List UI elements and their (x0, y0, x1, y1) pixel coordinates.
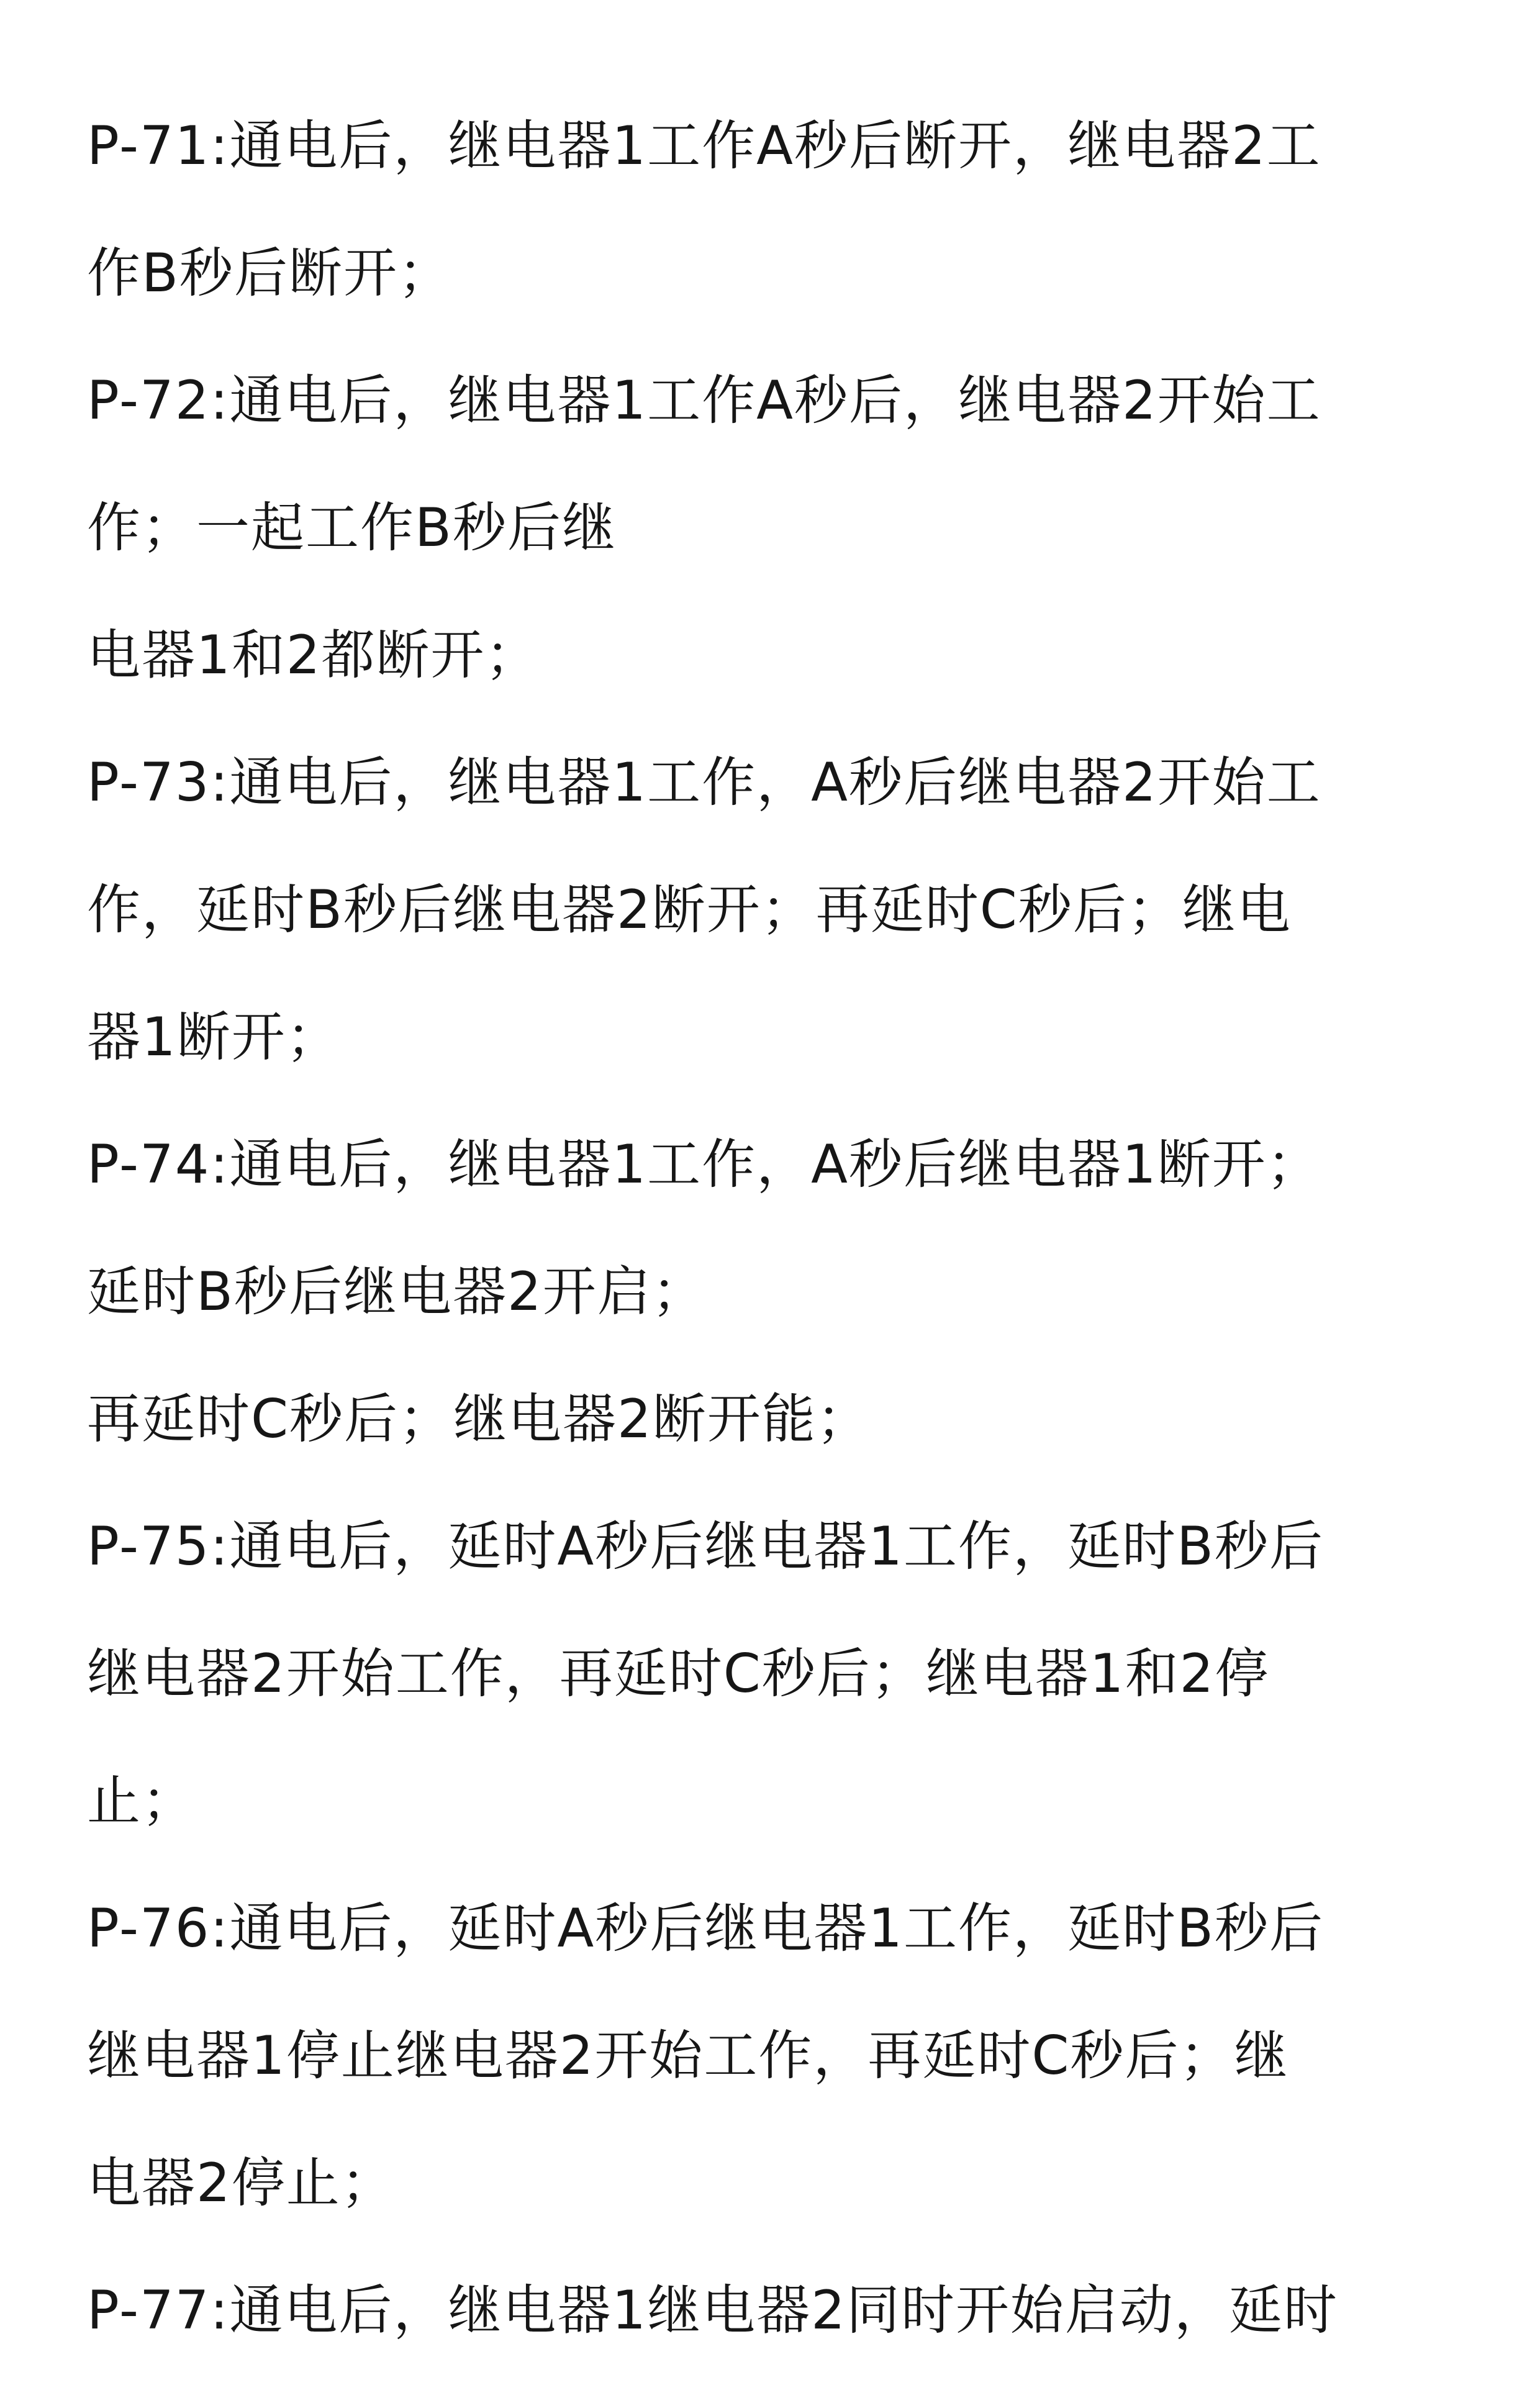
text-line: 止； (87, 1770, 196, 1832)
text-line: 作，延时B秒后继电器2断开；再延时C秒后；继电 (87, 879, 1292, 941)
text-line: 作；一起工作B秒后继 (87, 497, 617, 559)
text-line: P-71:通电后，继电器1工作A秒后断开，继电器2工 (87, 115, 1321, 177)
text-line: 继电器1停止继电器2开始工作，再延时C秒后；继 (87, 2025, 1289, 2087)
text-line: 延时B秒后继电器2开启； (87, 1261, 707, 1323)
text-line: P-74:通电后，继电器1工作，A秒后继电器1断开； (87, 1133, 1321, 1196)
text-line: 电器1和2都断开； (87, 624, 540, 686)
text-line: P-75:通电后，延时A秒后继电器1工作，延时B秒后 (87, 1515, 1324, 1578)
text-line: 继电器2开始工作，再延时C秒后；继电器1和2停 (87, 1643, 1270, 1705)
text-line: P-72:通电后，继电器1工作A秒后，继电器2开始工 (87, 370, 1321, 432)
text-line: P-77:通电后，继电器1继电器2同时开始启动，延时 (87, 2279, 1338, 2342)
text-line: P-76:通电后，延时A秒后继电器1工作，延时B秒后 (87, 1897, 1324, 1960)
text-line: P-73:通电后，继电器1工作，A秒后继电器2开始工 (87, 752, 1321, 814)
text-line: 再延时C秒后；继电器2断开能； (87, 1388, 871, 1450)
text-line: 器1断开； (87, 1006, 341, 1068)
text-line: 作B秒后断开； (87, 242, 453, 304)
text-line: 电器2停止； (87, 2152, 396, 2214)
